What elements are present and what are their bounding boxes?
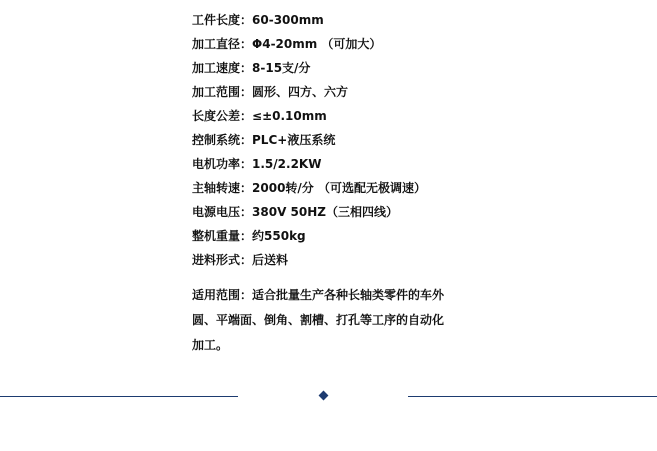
usage-line: 适用范围：适合批量生产各种长轴类零件的车外 bbox=[192, 288, 445, 302]
spec-label: 加工直径： bbox=[192, 37, 253, 51]
spec-row-spindle-speed bbox=[192, 176, 492, 200]
spec-row-length-tolerance bbox=[192, 104, 492, 128]
spec-row-power-voltage bbox=[192, 200, 492, 224]
divider-line-left bbox=[0, 396, 238, 397]
spec-label: 工件长度： bbox=[192, 13, 253, 27]
spec-value: 圆形、四方、六方 bbox=[252, 85, 349, 99]
usage-line: 加工。 bbox=[192, 338, 229, 352]
spec-value: 8-15支/分 bbox=[252, 61, 311, 75]
spec-value: PLC+液压系统 bbox=[252, 133, 336, 147]
spec-label: 主轴转速： bbox=[192, 181, 253, 195]
spec-label: 电机功率： bbox=[192, 157, 253, 171]
spec-value: 60-300mm bbox=[252, 13, 324, 27]
spec-value: 1.5/2.2KW bbox=[252, 157, 322, 171]
spec-list bbox=[192, 8, 492, 272]
spec-row-control-system bbox=[192, 128, 492, 152]
spec-row-machining-diameter bbox=[192, 32, 492, 56]
diamond-ornament-icon bbox=[319, 391, 329, 401]
spec-row-machine-weight bbox=[192, 224, 492, 248]
spec-label: 加工速度： bbox=[192, 61, 253, 75]
spec-label: 整机重量： bbox=[192, 229, 253, 243]
spec-value: 2000转/分 （可选配无极调速） bbox=[252, 181, 426, 195]
spec-value: 约550kg bbox=[252, 229, 306, 243]
usage-paragraph bbox=[192, 283, 482, 358]
spec-label: 进料形式： bbox=[192, 253, 253, 267]
spec-label: 控制系统： bbox=[192, 133, 253, 147]
usage-line: 圆、平端面、倒角、割槽、打孔等工序的自动化 bbox=[192, 313, 445, 327]
spec-row-motor-power bbox=[192, 152, 492, 176]
spec-value: 后送料 bbox=[252, 253, 289, 267]
spec-value: Φ4-20mm （可加大） bbox=[252, 37, 382, 51]
spec-row-machining-range bbox=[192, 80, 492, 104]
spec-value: 380V 50HZ（三相四线） bbox=[252, 205, 398, 219]
spec-value: ≤±0.10mm bbox=[252, 109, 327, 123]
spec-label: 加工范围： bbox=[192, 85, 253, 99]
spec-row-machining-speed bbox=[192, 56, 492, 80]
spec-row-workpiece-length bbox=[192, 8, 492, 32]
spec-label: 长度公差： bbox=[192, 109, 253, 123]
spec-row-feed-type bbox=[192, 248, 492, 272]
divider-line-right bbox=[408, 396, 657, 397]
spec-label: 电源电压： bbox=[192, 205, 253, 219]
